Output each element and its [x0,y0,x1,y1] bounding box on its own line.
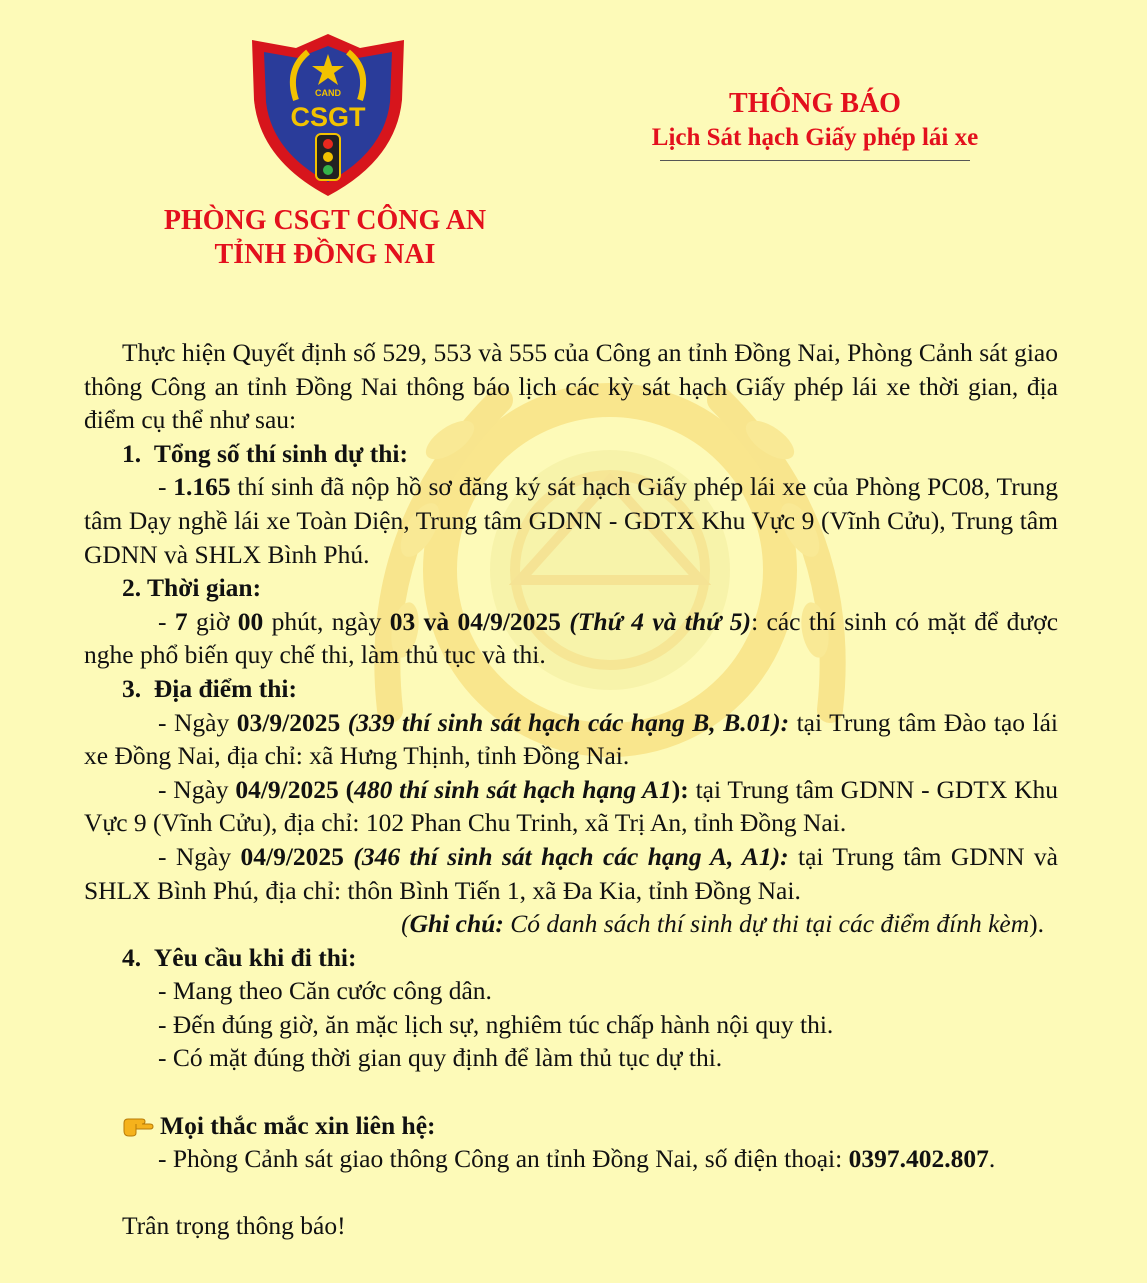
dash: - [158,606,175,636]
text-fragment: . [988,1144,996,1174]
location-date: 04/9/2025 [235,774,339,804]
text-fragment: ): [671,774,689,804]
notice-title: THÔNG BÁO [729,88,901,119]
location-item [84,706,1058,773]
pointing-hand-icon [122,1113,154,1137]
notice-subtitle: Lịch Sát hạch Giấy phép lái xe [651,124,979,151]
section1-number: 1. [122,438,142,468]
exam-minute: 00 [237,606,264,636]
note-label: Ghi chú: [409,909,504,939]
contact-title: Mọi thắc mắc xin liên hệ: [160,1110,436,1140]
text-fragment: - Ngày [158,707,237,737]
logo-cand-text: CAND [315,88,341,98]
requirement-item: - Đến đúng giờ, ăn mặc lịch sự, nghiêm túc chấp hành nội quy thi. [158,1009,834,1039]
section3-title: Địa điểm thi: [153,673,297,703]
location-detail: 480 thí sinh sát hạch hạng A1 [354,774,672,804]
section4-heading [84,941,1058,975]
location-date: 03/9/2025 [236,707,341,737]
text-fragment: phút, ngày [263,606,390,636]
candidate-total: 1.165 [173,472,231,502]
closing-line: Trân trọng thông báo! [122,1211,346,1241]
section1-text: thí sinh đã nộp hồ sơ đăng ký sát hạch Giấy phép lái xe của Phòng PC08, Trung tâm Dạy nghề lái xe Toàn Diện, Trung tâm GDNN - GDTX Khu Vực 9 (Vĩnh Cửu), Trung tâm GDNN và SHLX Bình Phú. [84,472,1058,569]
attachment-note [84,907,1058,941]
spacer [84,1075,1058,1109]
text-fragment [344,842,353,871]
contact-phone: 0397.402.807 [848,1144,989,1174]
csgt-shield-logo [246,30,410,200]
text-fragment [340,708,348,737]
requirement-item: - Có mặt đúng thời gian quy định để làm thủ tục dự thi. [158,1043,723,1073]
text-fragment: - Ngày [158,774,236,804]
location-detail: (339 thí sinh sát hạch các hạng B, B.01): [347,707,790,737]
contact-heading [84,1109,1058,1143]
note-text: Có danh sách thí sinh dự thi tại các điểm đính kèm [503,909,1030,939]
location-text: tại Trung tâm Đào tạo lái xe Đồng Nai, địa chỉ: xã Hưng Thịnh, tỉnh Đồng Nai. [84,707,1059,771]
section2-number: 2. [122,573,142,603]
section2-paragraph [84,605,1058,672]
location-detail: (346 thí sinh sát hạch các hạng A, A1): [353,841,789,871]
requirement-item: - Mang theo Căn cước công dân. [158,976,492,1006]
section2-heading [84,571,1058,605]
text-fragment: giờ [187,606,238,636]
exam-weekdays: (Thứ 4 và thứ 5) [569,606,752,636]
exam-dates: 03 và 04/9/2025 [389,606,561,636]
location-text: tại Trung tâm GDNN và SHLX Bình Phú, địa chỉ: thôn Bình Tiến 1, xã Đa Kia, tỉnh Đồng Nai. [84,841,1059,905]
text-fragment: ( [401,909,410,939]
org-name-line1: PHÒNG CSGT CÔNG AN [163,205,487,236]
section2-text: : các thí sinh có mặt để được nghe phổ biến quy chế thi, làm thủ tục và thi. [84,606,1059,670]
location-item [84,773,1058,840]
location-text: tại Trung tâm GDNN - GDTX Khu Vực 9 (Vĩnh Cửu), địa chỉ: 102 Phan Chu Trinh, xã Trị An, tỉnh Đồng Nai. [84,774,1059,838]
location-date: 04/9/2025 [240,841,344,871]
section1-heading [84,437,1058,471]
location-item [84,840,1058,907]
logo-csgt-text: CSGT [290,102,366,132]
section1-paragraph [84,470,1058,571]
section4-number: 4. [122,942,142,972]
intro-paragraph: Thực hiện Quyết định số 529, 553 và 555 của Công an tỉnh Đồng Nai, Phòng Cảnh sát giao thông Công an tỉnh Đồng Nai thông báo lịch các kỳ sát hạch Giấy phép lái xe thời gian, địa điểm cụ thể như sau: [84,338,1058,435]
notice-body [84,336,1058,1243]
section3-heading [84,672,1058,706]
dash: - [158,472,174,502]
section3-number: 3. [122,673,142,703]
section2-title: Thời gian: [147,573,262,603]
spacer [84,1176,1058,1210]
section1-title: Tổng số thí sinh dự thi: [153,438,408,468]
org-name-line2: TỈNH ĐỒNG NAI [214,239,436,270]
text-fragment: - Ngày [158,841,241,871]
title-underline [660,160,970,161]
contact-line [84,1142,1058,1176]
exam-hour: 7 [174,606,188,636]
text-fragment: ( [338,774,355,804]
section4-title: Yêu cầu khi đi thi: [153,942,357,972]
text-fragment: ). [1029,909,1044,939]
contact-text: - Phòng Cảnh sát giao thông Công an tỉnh Đồng Nai, số điện thoại: [158,1144,849,1174]
